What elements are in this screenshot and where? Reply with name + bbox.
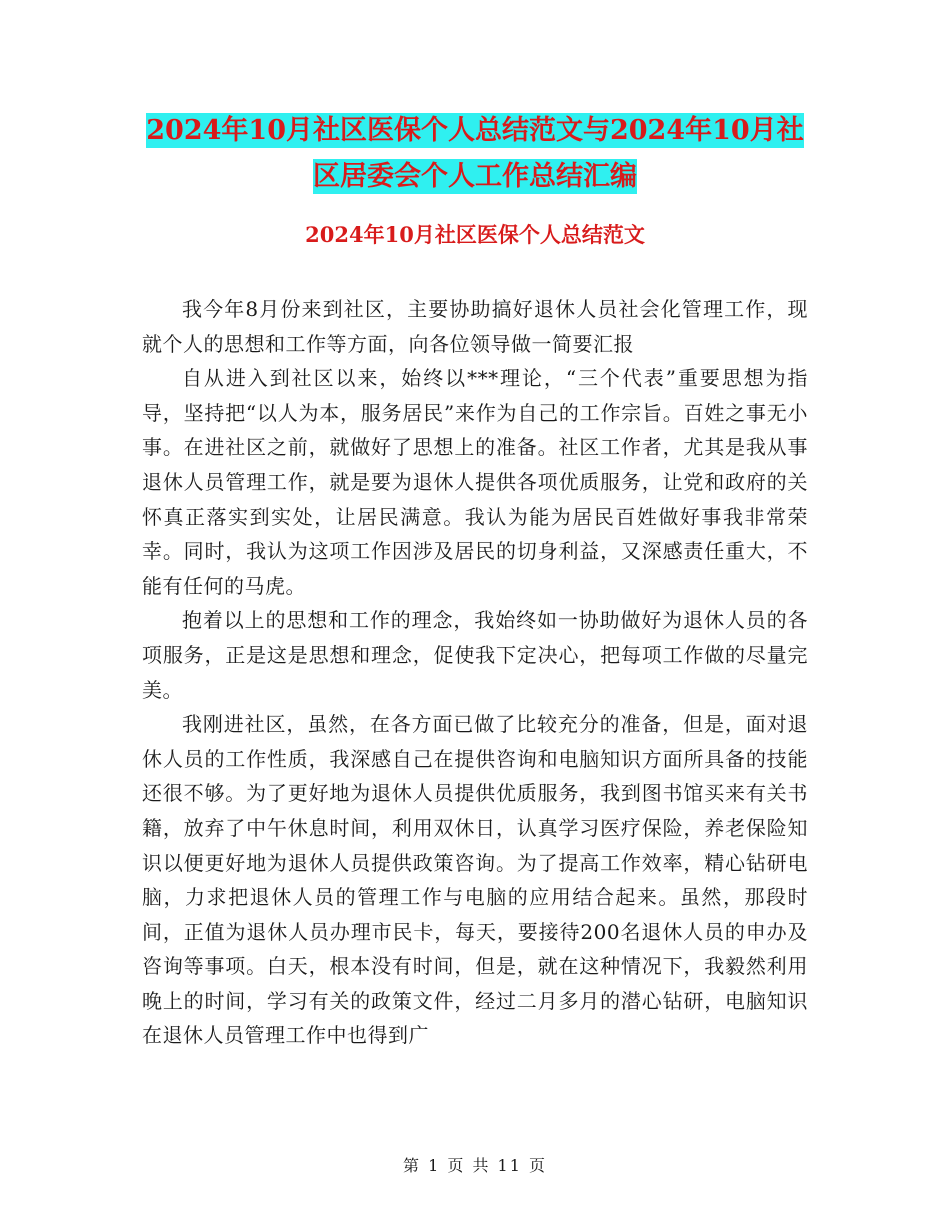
document-title-text: 2024年10月社区医保个人总结范文与2024年10月社区居委会个人工作总结汇编 bbox=[146, 115, 804, 192]
paragraph: 我今年8月份来到社区，主要协助搞好退休人员社会化管理工作，现就个人的思想和工作等方面，向各位领导做一简要汇报 bbox=[142, 297, 808, 356]
document-title bbox=[140, 108, 810, 200]
paragraph: 抱着以上的思想和工作的理念，我始终如一协助做好为退休人员的各项服务，正是这是思想和理念，促使我下定决心，把每项工作做的尽量完美。 bbox=[142, 608, 808, 702]
paragraph: 我刚进社区，虽然，在各方面已做了比较充分的准备，但是，面对退休人员的工作性质，我深感自己在提供咨询和电脑知识方面所具备的技能还很不够。为了更好地为退休人员提供优质服务，我到图书馆买来有关书籍，放弃了中午休息时间，利用双休日，认真学习医疗保险，养老保险知识以便更好地为退休人员提供政策咨询。为了提高工作效率，精心钻研电脑，力求把退休人员的管理工作与电脑的应用结合起来。虽然，那段时间，正值为退休人员办理市民卡，每天，要接待200名退休人员的申办及咨询等事项。白天，根本没有时间，但是，就在这种情况下，我毅然利用晚上的时间，学习有关的政策文件，经过二月多月的潜心钻研，电脑知识在退休人员管理工作中也得到广 bbox=[142, 712, 808, 1048]
page-footer: 第 1 页 共 11 页 bbox=[403, 1156, 547, 1175]
paragraph: 自从进入到社区以来，始终以***理论，“三个代表”重要思想为指导，坚持把“以人为本，服务居民”来作为自己的工作宗旨。百姓之事无小事。在进社区之前，就做好了思想上的准备。社区工作者，尤其是我从事退休人员管理工作，就是要为退休人提供各项优质服务，让党和政府的关怀真正落实到实处，让居民满意。我认为能为居民百姓做好事我非常荣幸。同时，我认为这项工作因涉及居民的切身利益，又深感责任重大，不能有任何的马虎。 bbox=[142, 366, 808, 598]
section-title: 2024年10月社区医保个人总结范文 bbox=[305, 222, 645, 247]
document-body bbox=[142, 292, 808, 1053]
